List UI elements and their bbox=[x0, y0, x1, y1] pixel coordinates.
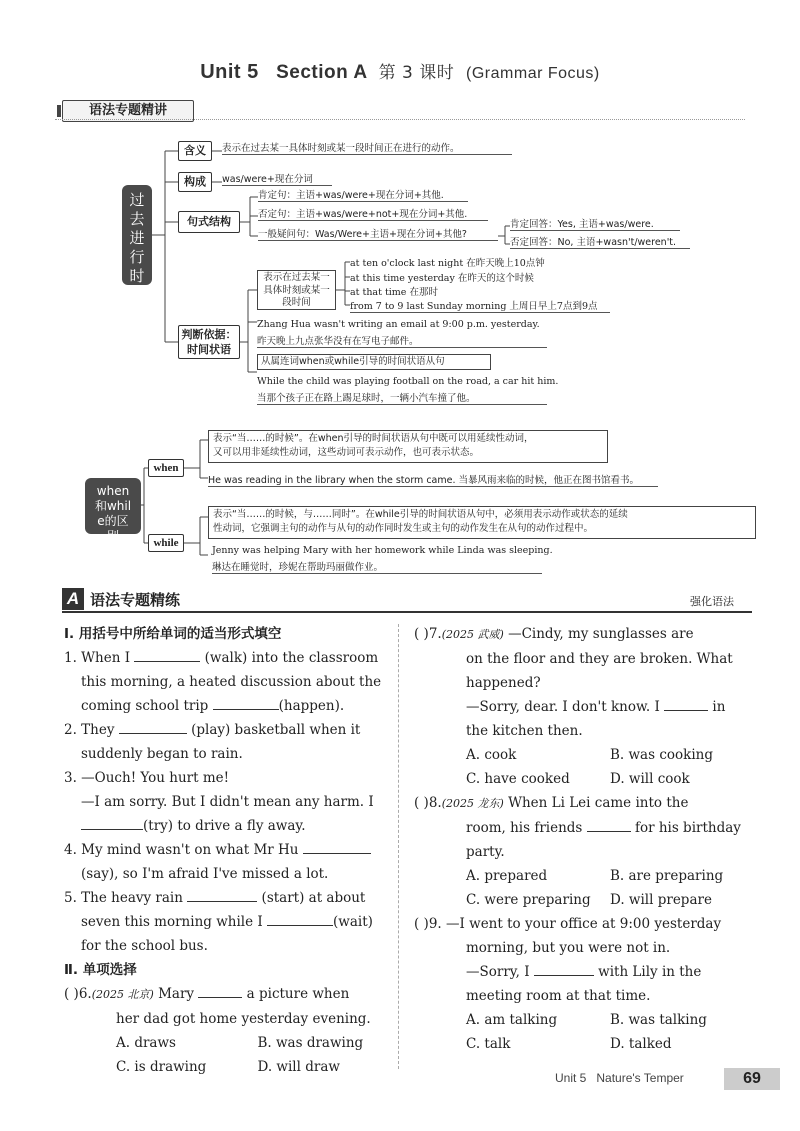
part-2-heading: Ⅱ. 单项选择 bbox=[64, 962, 137, 978]
question-7-line2: on the floor and they are broken. What bbox=[466, 651, 733, 667]
answer-yes: 肯定回答：Yes, 主语+was/were. bbox=[510, 216, 680, 231]
when-desc-2: 又可以用非延续性动词，这些动词可表示动作，也可表示状态。 bbox=[213, 447, 480, 458]
when-desc-1: 表示“当……的时候”。在when引导的时间状语从句中既可以用延续性动词， bbox=[213, 433, 534, 444]
structure-label: 句式结构 bbox=[178, 211, 240, 233]
meaning-text: 表示在过去某一具体时刻或某一段时间正在进行的动作。 bbox=[222, 140, 512, 155]
while-desc-1: 表示“当……的时候，与……同时”。在while引导的时间状语从句中，必须用表示动作或状态的延续 bbox=[213, 509, 628, 520]
question-7-options-2 bbox=[414, 767, 754, 791]
focus-label: (Grammar Focus) bbox=[466, 65, 600, 82]
question-4: 4. My mind wasn't on what Mr Hu bbox=[64, 838, 399, 862]
practice-title: 语法专题精练 bbox=[90, 591, 181, 609]
past-continuous-root bbox=[122, 185, 152, 285]
blank-5a[interactable] bbox=[187, 901, 257, 902]
blank-1a[interactable] bbox=[134, 661, 200, 662]
time-box: 表示在过去某一具体时刻或某一段时间 bbox=[257, 270, 336, 310]
option-7b[interactable]: B. was cooking bbox=[610, 747, 713, 763]
right-column bbox=[414, 622, 754, 1056]
form-text: was/were+现在分词 bbox=[222, 171, 332, 186]
option-8a[interactable]: A. prepared bbox=[466, 868, 548, 884]
section-tag: 语法专题精讲 bbox=[62, 100, 194, 122]
question-1-line3: coming school trip (happen). bbox=[81, 698, 345, 714]
option-8d[interactable]: D. will prepare bbox=[610, 892, 712, 908]
when-while-label: when和while的区别 bbox=[94, 484, 132, 543]
part-1-heading: Ⅰ. 用括号中所给单词的适当形式填空 bbox=[64, 626, 282, 642]
option-7c[interactable]: C. have cooked bbox=[466, 771, 570, 787]
negative-text: 否定句：主语+was/were+not+现在分词+其他. bbox=[258, 206, 488, 221]
option-6c[interactable]: C. is drawing bbox=[116, 1059, 207, 1075]
question-1-line2: this morning, a heated discussion about the bbox=[81, 674, 382, 690]
practice-right-label: 强化语法 bbox=[690, 595, 734, 608]
question-5: 5. The heavy rain (start) at about bbox=[64, 890, 366, 906]
meaning-label: 含义 bbox=[178, 141, 212, 161]
blank-4[interactable] bbox=[303, 853, 371, 854]
time-1: at ten o'clock last night 在昨天晚上10点钟 bbox=[350, 258, 545, 269]
while-desc-2: 性动词，它强调主句的动作与从句的动作同时发生或主句的动作发生在从句的动作过程中。 bbox=[213, 523, 594, 534]
question-9-line4: meeting room at that time. bbox=[466, 988, 651, 1004]
question-8-options-1 bbox=[414, 864, 754, 888]
question-9-options-2 bbox=[414, 1032, 754, 1056]
question-3-line2: —I am sorry. But I didn't mean any harm. I bbox=[81, 794, 374, 810]
while-label: while bbox=[148, 534, 184, 552]
question-9: ( )9. —I went to your office at 9:00 yesterday bbox=[414, 916, 722, 932]
example-2-en: While the child was playing football on the road, a car hit him. bbox=[257, 376, 559, 387]
question-2: 2. They (play) basketball when it bbox=[64, 722, 361, 738]
section-label: Section A bbox=[276, 62, 367, 83]
section-a-letter: A bbox=[62, 588, 84, 610]
when-while-root bbox=[85, 478, 141, 543]
option-9a[interactable]: A. am talking bbox=[466, 1012, 558, 1028]
judge-label: 判断依据：时间状语 bbox=[178, 325, 240, 359]
while-example-cn: 琳达在睡觉时，珍妮在帮助玛丽做作业。 bbox=[212, 559, 542, 574]
form-label: 构成 bbox=[178, 172, 212, 192]
option-9c[interactable]: C. talk bbox=[466, 1036, 511, 1052]
option-9d[interactable]: D. talked bbox=[610, 1036, 672, 1052]
practice-divider bbox=[62, 611, 752, 613]
question-text: 一般疑问句：Was/Were+主语+现在分词+其他? bbox=[258, 226, 498, 241]
blank-6[interactable] bbox=[198, 997, 242, 998]
root-label: 过去进行时 bbox=[129, 191, 145, 285]
question-8-options-2 bbox=[414, 888, 754, 912]
time-3: at that time 在那时 bbox=[350, 287, 438, 298]
option-8b[interactable]: B. are preparing bbox=[610, 868, 724, 884]
question-4-line2: (say), so I'm afraid I've missed a lot. bbox=[81, 866, 329, 882]
question-8: ( )8.(2025 龙东) When Li Lei came into the bbox=[414, 795, 689, 811]
affirmative-text: 肯定句：主语+was/were+现在分词+其他. bbox=[258, 187, 468, 202]
blank-3[interactable] bbox=[81, 829, 143, 830]
blank-9[interactable] bbox=[534, 975, 594, 976]
question-6: ( )6.(2025 北京) Mary a picture when bbox=[64, 986, 350, 1002]
clause-box: 从属连词when或while引导的时间状语从句 bbox=[257, 354, 491, 370]
option-6d[interactable]: D. will draw bbox=[257, 1059, 340, 1075]
blank-2[interactable] bbox=[119, 733, 187, 734]
blank-5b[interactable] bbox=[267, 925, 333, 926]
when-example: He was reading in the library when the storm came. 当暴风雨来临的时候，他正在图书馆看书。 bbox=[208, 472, 658, 487]
question-9-line3: —Sorry, I with Lily in the bbox=[466, 964, 702, 980]
time-4: from 7 to 9 last Sunday morning 上周日早上7点到9点 bbox=[350, 298, 610, 313]
question-6-options-1 bbox=[64, 1031, 399, 1055]
question-7-line5: the kitchen then. bbox=[466, 723, 583, 739]
question-5-line3: for the school bus. bbox=[81, 938, 208, 954]
while-desc-box bbox=[208, 506, 756, 539]
question-3-line3: (try) to drive a fly away. bbox=[64, 814, 399, 838]
question-8-line3: party. bbox=[466, 844, 505, 860]
left-column bbox=[64, 622, 399, 1079]
option-7a[interactable]: A. cook bbox=[466, 747, 517, 763]
option-8c[interactable]: C. were preparing bbox=[466, 892, 591, 908]
question-7-line4: —Sorry, dear. I don't know. I in bbox=[466, 699, 726, 715]
option-7d[interactable]: D. will cook bbox=[610, 771, 690, 787]
example-2-cn: 当那个孩子正在路上踢足球时，一辆小汽车撞了他。 bbox=[257, 390, 547, 405]
blank-7[interactable] bbox=[664, 710, 708, 711]
question-5-line2: seven this morning while I (wait) bbox=[81, 914, 373, 930]
question-6-line2: her dad got home yesterday evening. bbox=[116, 1011, 371, 1027]
question-3: 3. —Ouch! You hurt me! bbox=[64, 770, 230, 786]
option-6a[interactable]: A. draws bbox=[116, 1035, 176, 1051]
question-9-options-1 bbox=[414, 1008, 754, 1032]
lesson-label: 第 3 课时 bbox=[378, 63, 455, 83]
option-9b[interactable]: B. was talking bbox=[610, 1012, 707, 1028]
blank-8[interactable] bbox=[587, 831, 631, 832]
question-6-options-2 bbox=[64, 1055, 399, 1079]
when-label: when bbox=[148, 459, 184, 477]
question-2-line2: suddenly began to rain. bbox=[81, 746, 243, 762]
time-2: at this time yesterday 在昨天的这个时候 bbox=[350, 273, 534, 284]
while-example-en: Jenny was helping Mary with her homework while Linda was sleeping. bbox=[212, 545, 553, 556]
page-number: 69 bbox=[724, 1068, 780, 1090]
answer-no: 否定回答：No, 主语+wasn't/weren't. bbox=[510, 234, 690, 249]
example-1-en: Zhang Hua wasn't writing an email at 9:00 p.m. yesterday. bbox=[257, 319, 540, 330]
question-9-line2: morning, but you were not in. bbox=[466, 940, 671, 956]
unit-label: Unit 5 bbox=[200, 61, 259, 83]
question-1: 1. When I (walk) into the classroom bbox=[64, 650, 379, 666]
question-7: ( )7.(2025 武威) —Cindy, my sunglasses are bbox=[414, 626, 694, 642]
when-desc-box bbox=[208, 430, 608, 463]
question-8-line2: room, his friends for his birthday bbox=[466, 820, 741, 836]
example-1-cn: 昨天晚上九点张华没有在写电子邮件。 bbox=[257, 333, 547, 348]
footer-text: Unit 5 Nature's Temper bbox=[555, 1071, 684, 1085]
blank-1b[interactable] bbox=[213, 709, 279, 710]
question-7-options-1 bbox=[414, 743, 754, 767]
question-7-line3: happened? bbox=[466, 675, 541, 691]
option-6b[interactable]: B. was drawing bbox=[257, 1035, 364, 1051]
